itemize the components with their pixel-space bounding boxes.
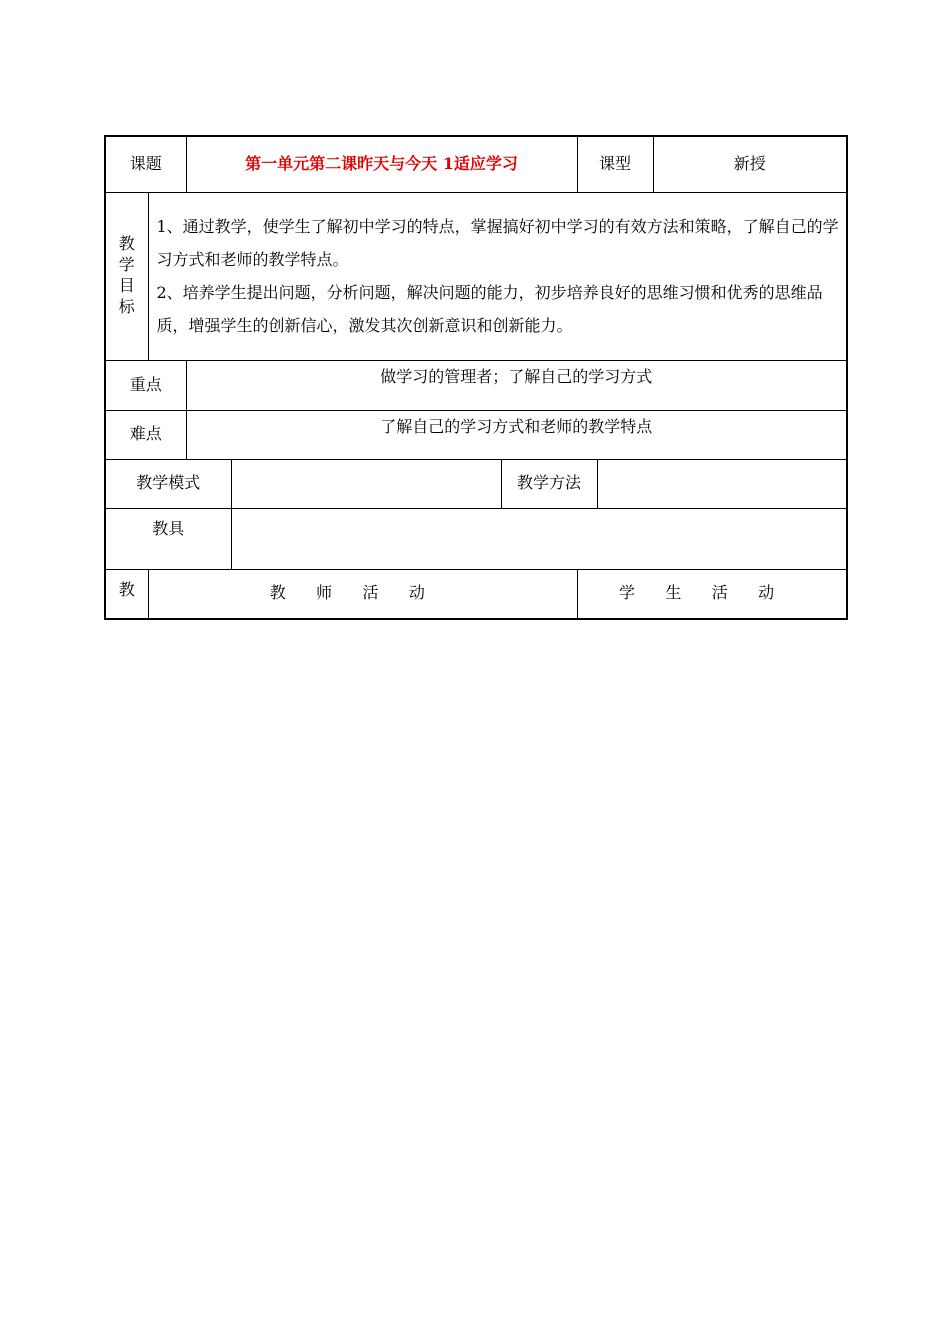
row-activities [105, 569, 847, 619]
teaching-method-value [597, 459, 847, 508]
row-course [105, 136, 847, 192]
difficulty-value: 了解自己的学习方式和老师的教学特点 [186, 410, 847, 459]
objective-item-1: 1、通过教学，使学生了解初中学习的特点，掌握搞好初中学习的有效方法和策略，了解自己的学习方式和老师的教学特点。 [156, 217, 839, 269]
key-point-label: 重点 [105, 360, 186, 410]
lesson-plan-table [104, 135, 848, 620]
course-label: 课题 [105, 136, 186, 192]
type-value: 新授 [653, 136, 847, 192]
row-tools [105, 508, 847, 569]
type-label: 课型 [577, 136, 653, 192]
activities-side-label: 教 [105, 569, 148, 619]
teaching-mode-value [231, 459, 501, 508]
row-key-point [105, 360, 847, 410]
key-point-value: 做学习的管理者；了解自己的学习方式 [186, 360, 847, 410]
student-activities-header: 学生活动 [577, 569, 847, 619]
row-objectives [105, 192, 847, 360]
row-difficulty [105, 410, 847, 459]
difficulty-label: 难点 [105, 410, 186, 459]
objectives-label: 教 学 目 标 [105, 192, 148, 360]
teaching-mode-label: 教学模式 [105, 459, 231, 508]
objectives-text [148, 192, 847, 360]
objective-item-2: 2、培养学生提出问题，分析问题，解决问题的能力，初步培养良好的思维习惯和优秀的思维品质，增强学生的创新信心，激发其次创新意识和创新能力。 [156, 283, 823, 335]
teaching-method-label: 教学方法 [501, 459, 597, 508]
course-title: 第一单元第二课昨天与今天 1适应学习 [186, 136, 577, 192]
row-teaching-mode [105, 459, 847, 508]
teacher-activities-header: 教师活动 [148, 569, 577, 619]
tools-value [231, 508, 847, 569]
tools-label: 教具 [105, 508, 231, 569]
